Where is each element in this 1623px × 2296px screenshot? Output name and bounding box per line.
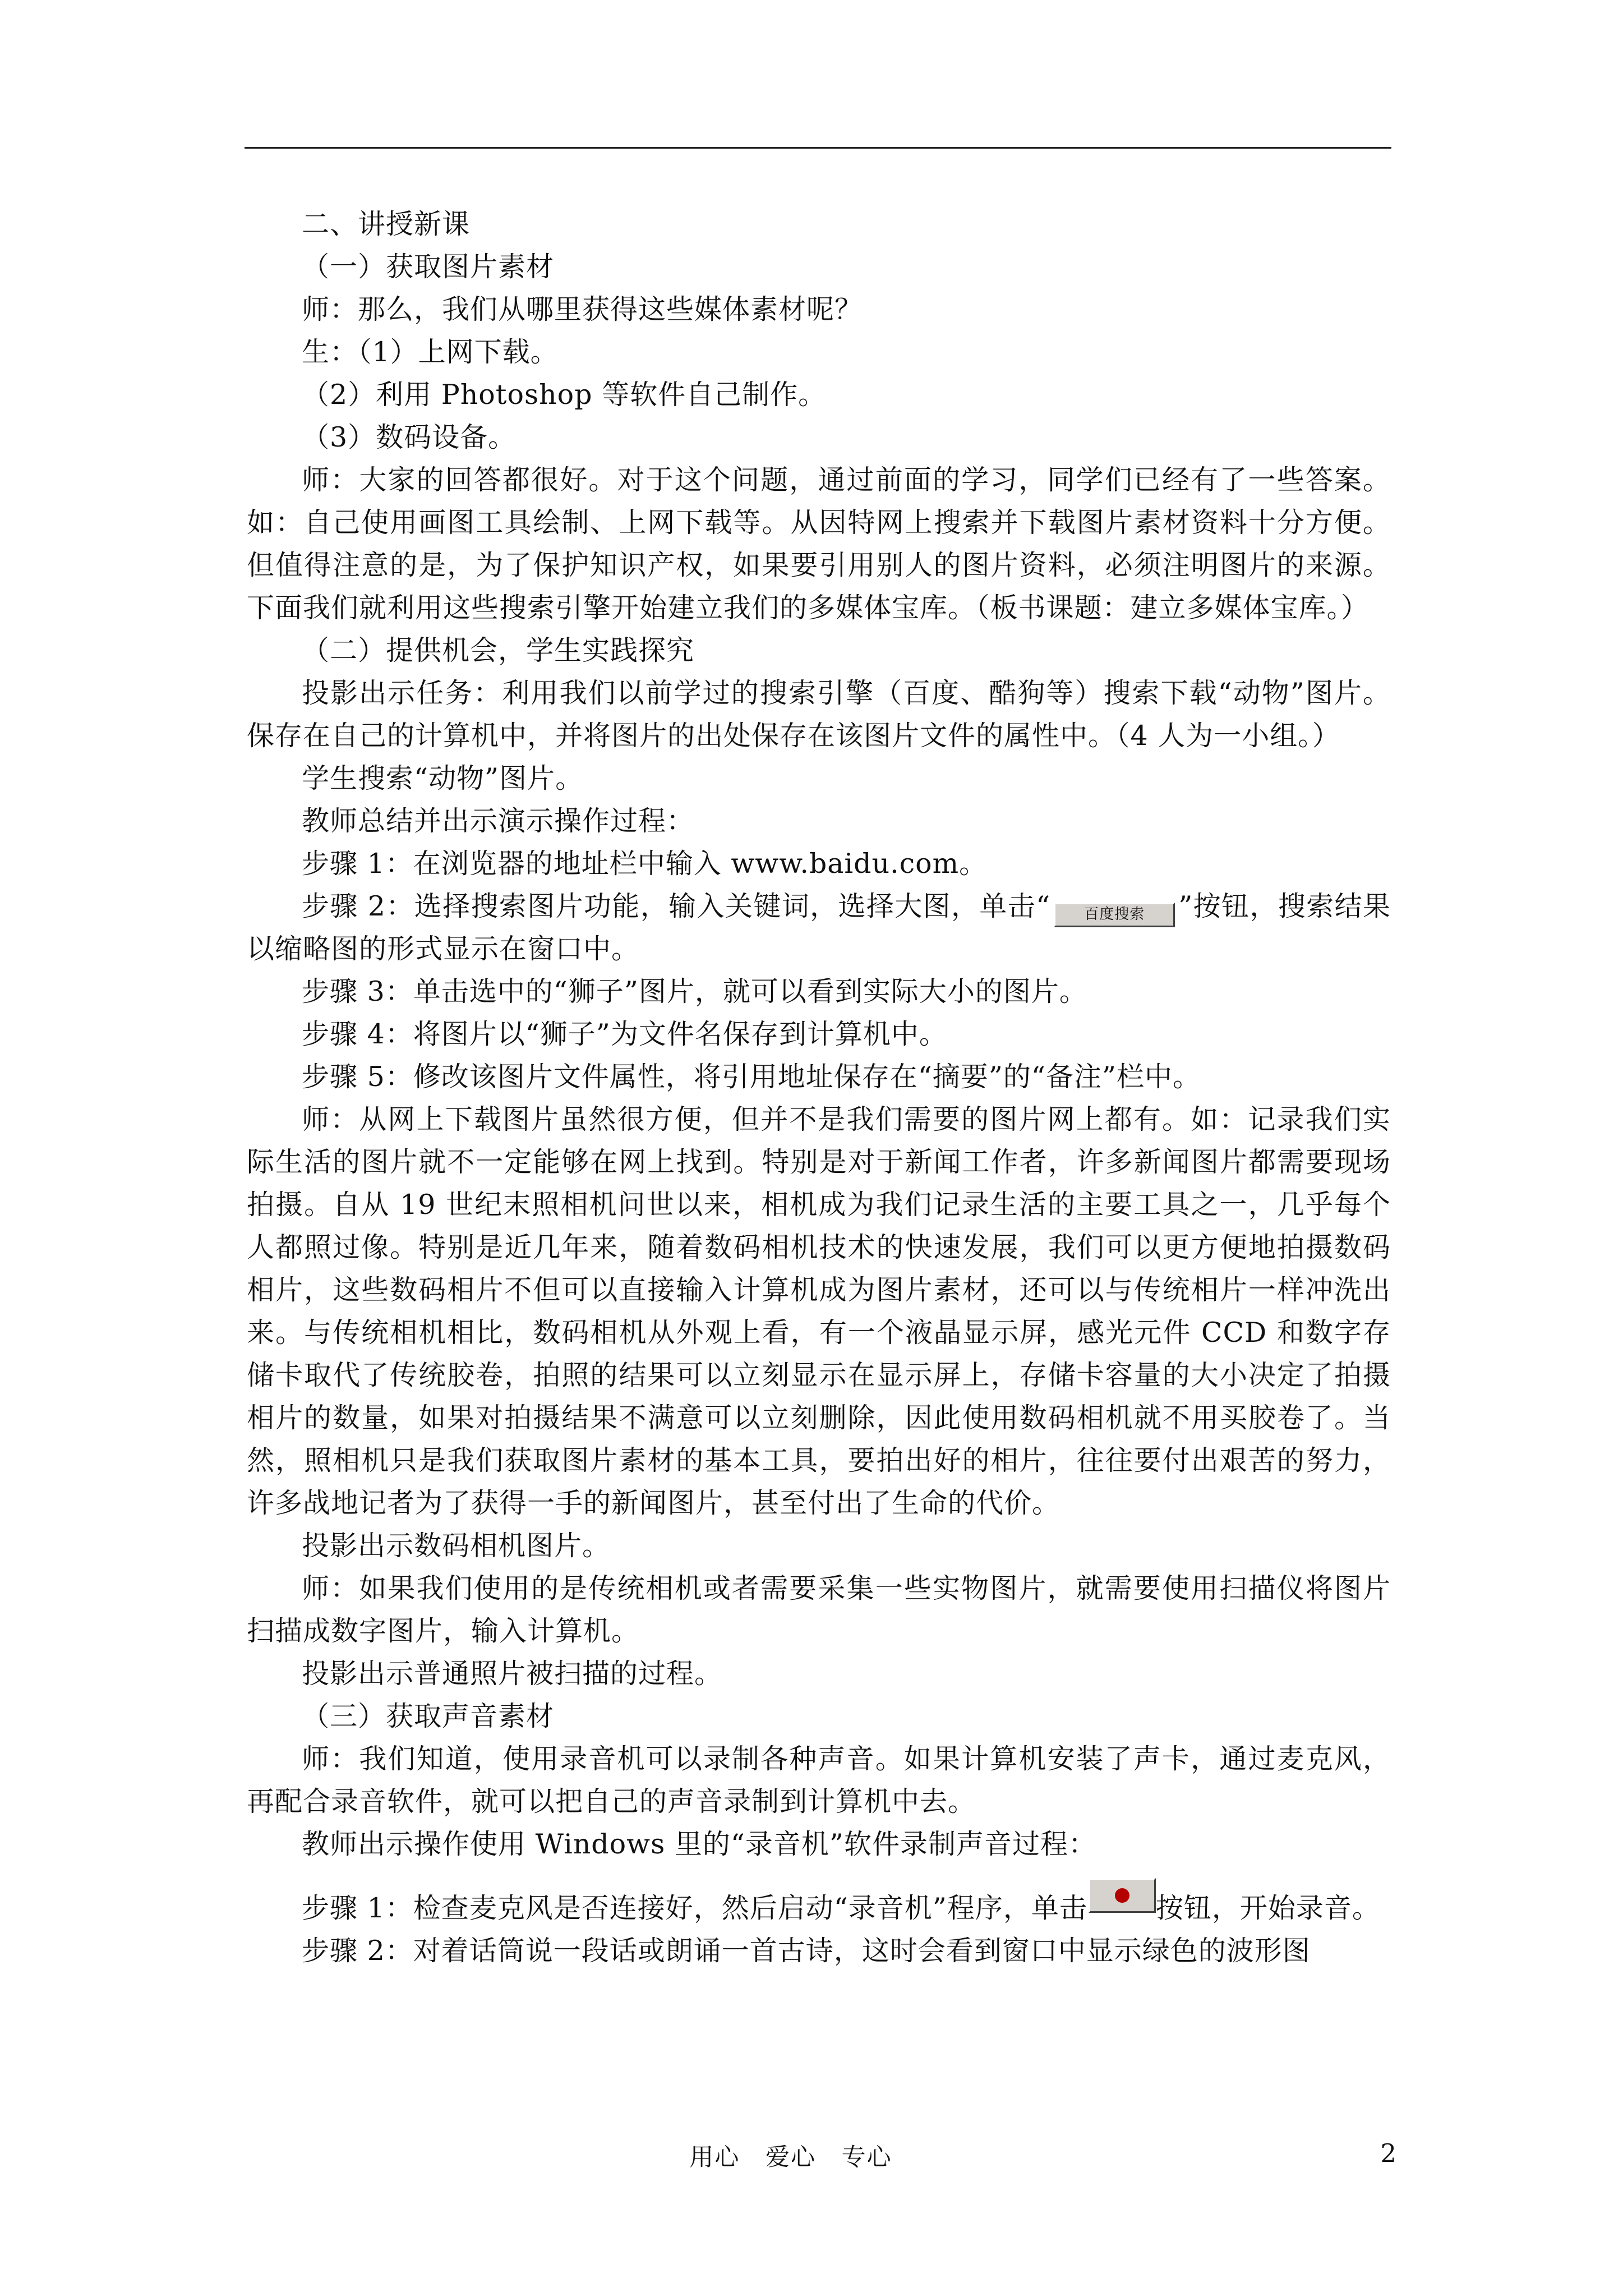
baidu-search-button-image: 百度搜索 [1054, 903, 1175, 927]
record-dot-icon [1115, 1888, 1129, 1903]
document-body [247, 203, 1391, 1972]
body-paragraph: 学生搜索“动物”图片。 [302, 762, 584, 794]
body-paragraph: 步骤 4：将图片以“狮子”为文件名保存到计算机中。 [302, 1018, 947, 1050]
body-paragraph: （2）利用 Photoshop 等软件自己制作。 [302, 379, 827, 411]
last-paragraph: 步骤 2：对着话筒说一段话或朗诵一首古诗，这时会看到窗口中显示绿色的波形图 [302, 1935, 1311, 1967]
body-paragraph: 二、讲授新课 [302, 208, 471, 240]
body-paragraph: 师：如果我们使用的是传统相机或者需要采集一些实物图片，就需要使用扫描仪将图片扫描成数字图片，输入计算机。 [247, 1572, 1391, 1647]
body-paragraph: 投影出示普通照片被扫描的过程。 [302, 1658, 723, 1690]
body-paragraph: （3）数码设备。 [302, 421, 517, 453]
body-paragraph: 步骤 1：在浏览器的地址栏中输入 www.baidu.com。 [302, 848, 988, 880]
page-number: 2 [1380, 2138, 1396, 2168]
footer-motto: 用心 爱心 专心 [689, 2143, 892, 2171]
body-paragraph: 生：（1）上网下载。 [302, 336, 559, 368]
body-paragraph: 步骤 5：修改该图片文件属性，将引用地址保存在“摘要”的“备注”栏中。 [302, 1061, 1201, 1093]
record-step-text-before: 步骤 1：检查麦克风是否连接好，然后启动“录音机”程序，单击 [302, 1892, 1087, 1924]
body-paragraph: 师：我们知道，使用录音机可以录制各种声音。如果计算机安装了声卡，通过麦克风，再配合录音软件，就可以把自己的声音录制到计算机中去。 [247, 1743, 1391, 1818]
record-step-text-after: 按钮，开始录音。 [1155, 1892, 1380, 1924]
body-paragraph: 投影出示任务：利用我们以前学过的搜索引擎（百度、酷狗等）搜索下载“动物”图片。保存在自己的计算机中，并将图片的出处保存在该图片文件的属性中。（4 人为一小组。） [247, 677, 1391, 752]
step-2-paragraph [247, 885, 1391, 970]
body-paragraph: 教师出示操作使用 Windows 里的“录音机”软件录制声音过程： [302, 1828, 1096, 1860]
body-paragraph: 师：从网上下载图片虽然很方便，但并不是我们需要的图片网上都有。如：记录我们实际生活的图片就不一定能够在网上找到。特别是对于新闻工作者，许多新闻图片都需要现场拍摄。自从 19 世纪末照相机问世以来，相机成为我们记录生活的主要工具之一，几乎每个人都照过像。特别是近几年来，随着数码相机技术的快速发展，我们可以更方便地拍摄数码相片，这些数码相片不但可以直接输入计算机成为图片素材，还可以与传统相片一样冲洗出来。与传统相机相比，数码相机从外观上看，有一个液晶显示屏，感光元件 CCD 和数字存储卡取代了传统胶卷，拍照的结果可以立刻显示在显示屏上，存储卡容量的大小决定了拍摄相片的数量，如果对拍摄结果不满意可以立刻删除，因此使用数码相机就不用买胶卷了。当然，照相机只是我们获取图片素材的基本工具，要拍出好的相片，往往要付出艰苦的努力，许多战地记者为了获得一手的新闻图片，甚至付出了生命的代价。 [247, 1103, 1391, 1519]
record-step-paragraph [247, 1878, 1391, 1930]
body-paragraph: 教师总结并出示演示操作过程： [302, 805, 695, 837]
body-paragraph: 师：那么，我们从哪里获得这些媒体素材呢？ [302, 293, 863, 325]
step-2-text-before: 步骤 2：选择搜索图片功能，输入关键词，选择大图，单击“ [302, 890, 1051, 922]
body-paragraph: 师：大家的回答都很好。对于这个问题，通过前面的学习，同学们已经有了一些答案。如：自己使用画图工具绘制、上网下载等。从因特网上搜索并下载图片素材资料十分方便。但值得注意的是，为了保护知识产权，如果要引用别人的图片资料，必须注明图片的来源。下面我们就利用这些搜索引擎开始建立我们的多媒体宝库。（板书课题：建立多媒体宝库。） [247, 464, 1391, 624]
header-rule [245, 147, 1391, 149]
body-paragraph: 步骤 3：单击选中的“狮子”图片，就可以看到实际大小的图片。 [302, 976, 1087, 1007]
body-paragraph: 投影出示数码相机图片。 [302, 1530, 611, 1562]
step-2-text-after: ”按钮，搜索结果以缩略图的形式显示在窗口中。 [247, 890, 1391, 965]
body-paragraph: （一）获取图片素材 [302, 251, 555, 283]
record-button-image [1089, 1878, 1156, 1913]
body-paragraph: （二）提供机会，学生实践探究 [302, 634, 695, 666]
body-paragraph: （三）获取声音素材 [302, 1700, 555, 1732]
